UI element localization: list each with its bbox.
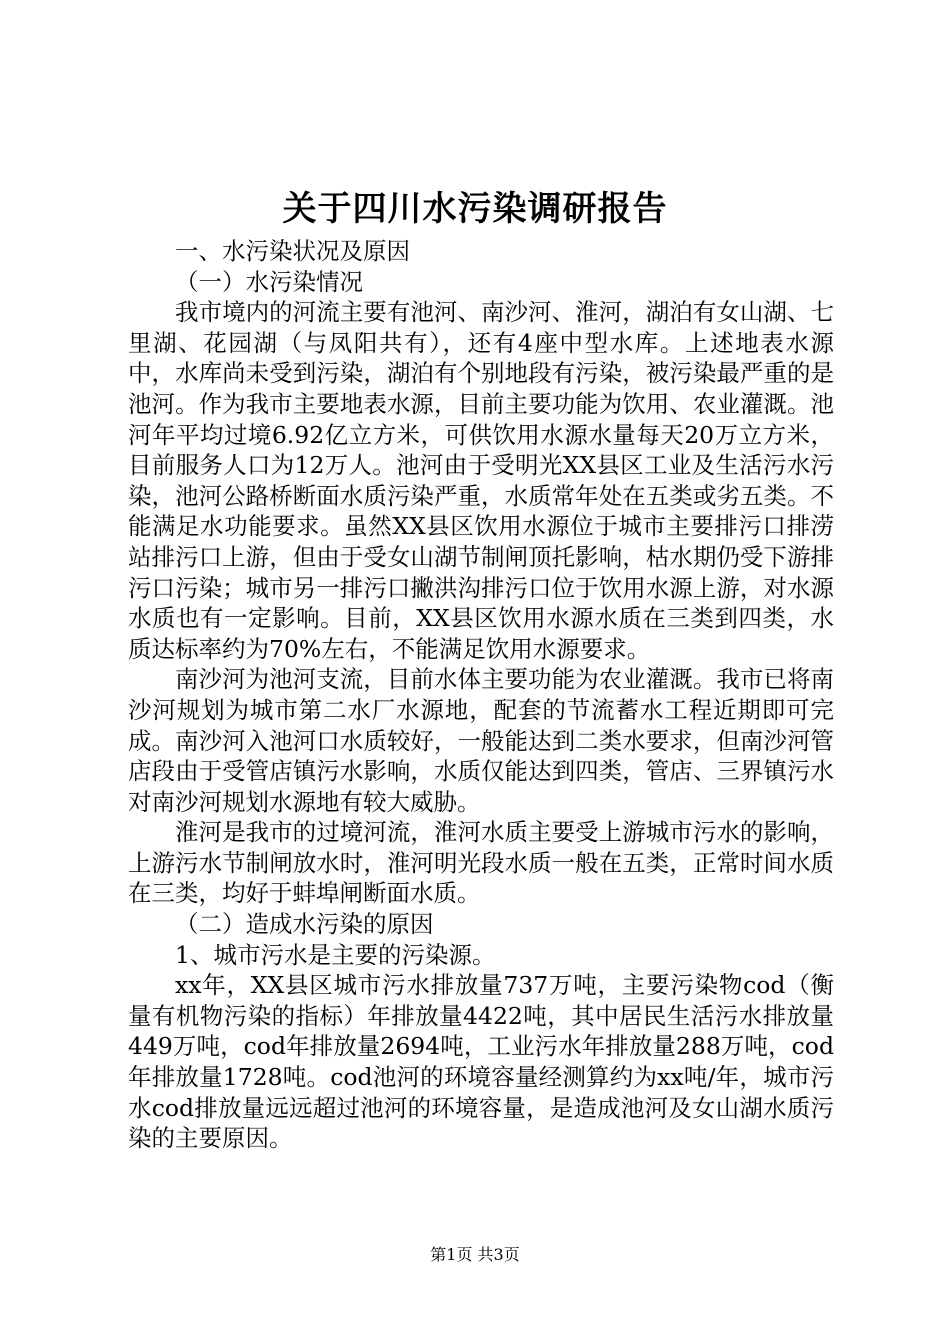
page-footer: 第1页 共3页 [430, 1245, 520, 1264]
section-heading-1: 一、水污染状况及原因 [175, 237, 410, 265]
subsection-heading-2: （二）造成水污染的原因 [175, 910, 434, 939]
subsection-heading-1: （一）水污染情况 [175, 267, 363, 296]
document-body [128, 236, 834, 1154]
paragraph-4: xx年，XX县区城市污水排放量737万吨，主要污染物cod（衡量有机物污染的指标）年排放量4422吨，其中居民生活污水排放量449万吨，cod年排放量2694吨，工业污水年排放量288万吨，cod年排放量1728吨。cod池河的环境容量经测算约为xx吨/年，城市污水cod排放量远远超过池河的环境容量，是造成池河及女山湖水质污染的主要原因。 [128, 971, 834, 1153]
document-title: 关于四川水污染调研报告 [282, 189, 668, 229]
paragraph-3: 淮河是我市的过境河流，淮河水质主要受上游城市污水的影响，上游污水节制闸放水时，淮河明光段水质一般在五类，正常时间水质在三类，均好于蚌埠闸断面水质。 [128, 818, 834, 908]
point-heading-1: 1、城市污水是主要的污染源。 [175, 940, 496, 969]
paragraph-2: 南沙河为池河支流，目前水体主要功能为农业灌溉。我市已将南沙河规划为城市第二水厂水源地，配套的节流蓄水工程近期即可完成。南沙河入池河口水质较好，一般能达到二类水要求，但南沙河管店段由于受管店镇污水影响，水质仅能达到四类，管店、三界镇污水对南沙河规划水源地有较大威胁。 [128, 665, 834, 816]
paragraph-1: 我市境内的河流主要有池河、南沙河、淮河，湖泊有女山湖、七里湖、花园湖（与凤阳共有），还有4座中型水库。上述地表水源中，水库尚未受到污染，湖泊有个别地段有污染，被污染最严重的是池河。作为我市主要地表水源，目前主要功能为饮用、农业灌溉。池河年平均过境6.92亿立方米，可供饮用水源水量每天20万立方米，目前服务人口为12万人。池河由于受明光XX县区工业及生活污水污染，池河公路桥断面水质污染严重，水质常年处在五类或劣五类。不能满足水功能要求。虽然XX县区饮用水源位于城市主要排污口排涝站排污口上游，但由于受女山湖节制闸顶托影响，枯水期仍受下游排污口污染；城市另一排污口撇洪沟排污口位于饮用水源上游，对水源水质也有一定影响。目前，XX县区饮用水源水质在三类到四类，水质达标率约为70%左右，不能满足饮用水源要求。 [128, 298, 834, 663]
